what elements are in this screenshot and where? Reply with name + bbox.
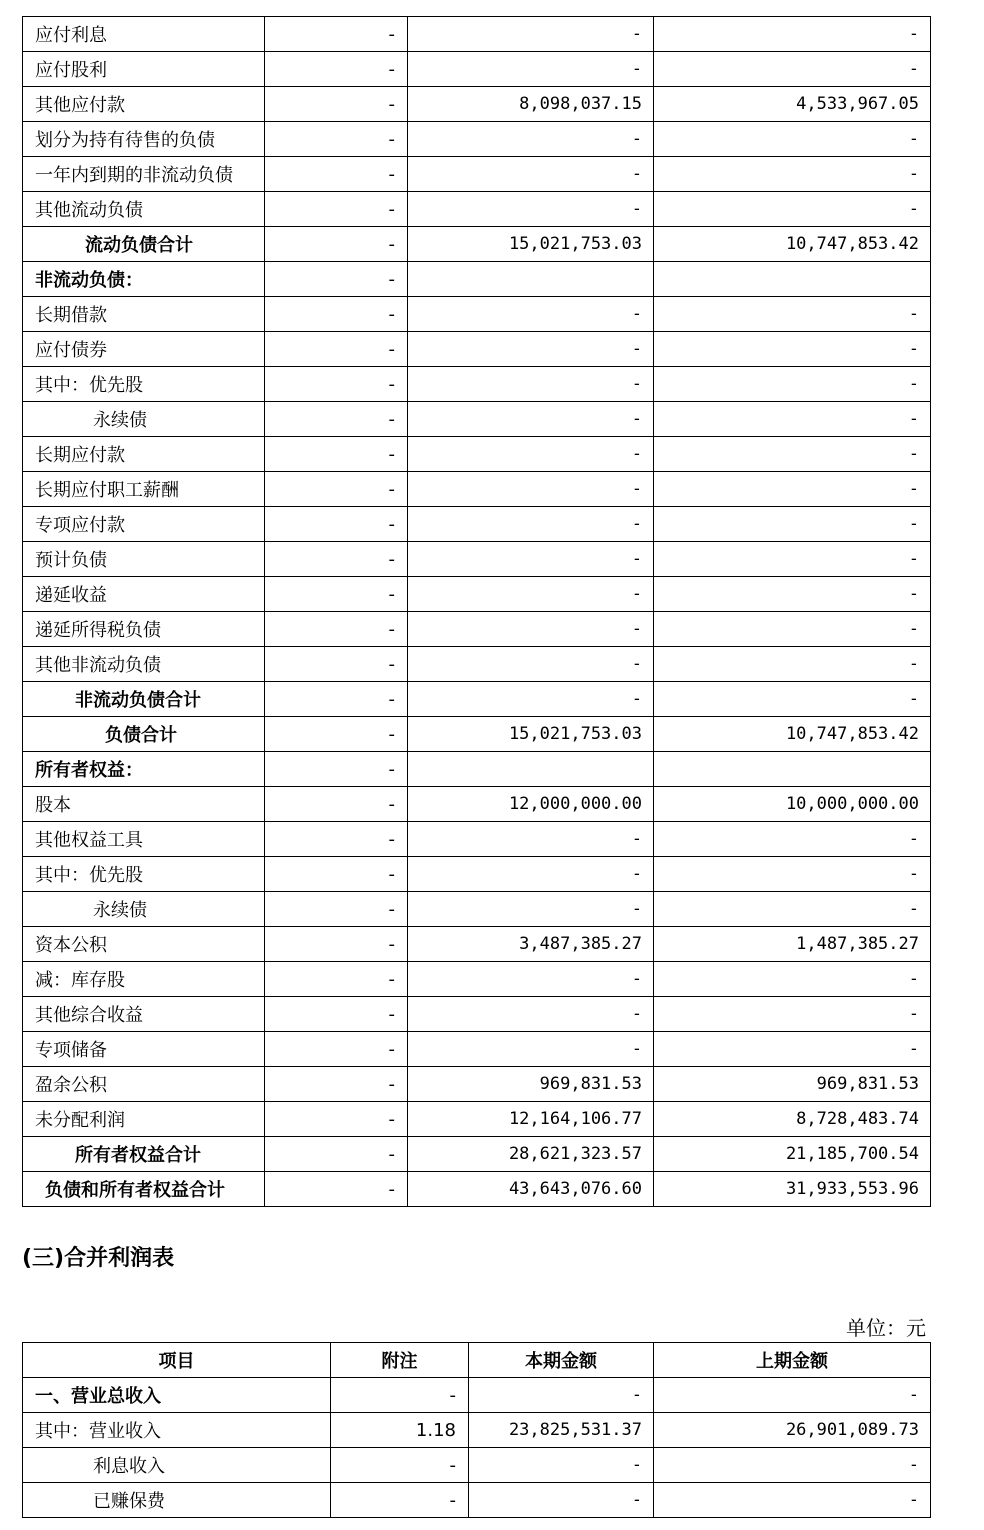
row-prior-amount: - — [654, 507, 931, 542]
row-label: 预计负债 — [23, 542, 265, 577]
table-row — [23, 1067, 931, 1102]
table-row — [23, 87, 931, 122]
row-note: - — [265, 1137, 408, 1172]
row-current-amount: - — [408, 1032, 654, 1067]
row-prior-amount: 10,000,000.00 — [654, 787, 931, 822]
table-row — [23, 787, 931, 822]
row-prior-amount: - — [654, 122, 931, 157]
row-note: - — [331, 1378, 469, 1413]
row-current-amount: 969,831.53 — [408, 1067, 654, 1102]
row-prior-amount: - — [654, 367, 931, 402]
row-prior-amount: - — [654, 17, 931, 52]
table-row — [23, 542, 931, 577]
table-row — [23, 997, 931, 1032]
table-row — [23, 1102, 931, 1137]
row-note: - — [265, 577, 408, 612]
row-note: - — [265, 717, 408, 752]
row-prior-amount: - — [654, 472, 931, 507]
table-row — [23, 717, 931, 752]
table-row — [23, 612, 931, 647]
row-note: - — [265, 472, 408, 507]
row-note: - — [265, 157, 408, 192]
table-row — [23, 297, 931, 332]
row-current-amount: - — [408, 157, 654, 192]
row-note: - — [265, 87, 408, 122]
row-prior-amount: - — [654, 1448, 931, 1483]
row-prior-amount: 26,901,089.73 — [654, 1413, 931, 1448]
table-row — [23, 332, 931, 367]
row-current-amount: - — [408, 577, 654, 612]
balance-sheet-table — [22, 16, 931, 1207]
row-label: 非流动负债合计 — [23, 682, 265, 717]
row-prior-amount: - — [654, 437, 931, 472]
row-label: 利息收入 — [23, 1448, 331, 1483]
row-note: - — [265, 227, 408, 262]
row-note: - — [265, 682, 408, 717]
row-label: 专项储备 — [23, 1032, 265, 1067]
row-label: 应付利息 — [23, 17, 265, 52]
table-row — [23, 157, 931, 192]
row-current-amount: - — [408, 507, 654, 542]
row-prior-amount: - — [654, 857, 931, 892]
row-prior-amount: 31,933,553.96 — [654, 1172, 931, 1207]
row-note: 1.18 — [331, 1413, 469, 1448]
row-label: 长期应付款 — [23, 437, 265, 472]
row-note: - — [265, 542, 408, 577]
row-prior-amount: - — [654, 962, 931, 997]
table-row — [23, 52, 931, 87]
row-current-amount: - — [408, 402, 654, 437]
row-note: - — [265, 997, 408, 1032]
row-note: - — [265, 122, 408, 157]
row-note: - — [331, 1483, 469, 1518]
row-label: 流动负债合计 — [23, 227, 265, 262]
row-current-amount: - — [408, 822, 654, 857]
row-label: 递延收益 — [23, 577, 265, 612]
row-current-amount: - — [408, 892, 654, 927]
table-row — [23, 402, 931, 437]
row-prior-amount: 1,487,385.27 — [654, 927, 931, 962]
row-current-amount: - — [408, 682, 654, 717]
row-label: 其他非流动负债 — [23, 647, 265, 682]
row-label: 其他应付款 — [23, 87, 265, 122]
row-label: 永续债 — [23, 402, 265, 437]
row-prior-amount — [654, 262, 931, 297]
row-note: - — [265, 857, 408, 892]
row-note: - — [331, 1448, 469, 1483]
row-label: 非流动负债： — [23, 262, 265, 297]
table-row — [23, 472, 931, 507]
row-prior-amount: - — [654, 577, 931, 612]
row-note: - — [265, 892, 408, 927]
row-prior-amount: - — [654, 892, 931, 927]
row-label: 已赚保费 — [23, 1483, 331, 1518]
row-label: 股本 — [23, 787, 265, 822]
row-label: 专项应付款 — [23, 507, 265, 542]
table-row — [23, 437, 931, 472]
row-label: 其中：营业收入 — [23, 1413, 331, 1448]
row-prior-amount: 10,747,853.42 — [654, 227, 931, 262]
row-current-amount: - — [408, 122, 654, 157]
row-prior-amount: - — [654, 402, 931, 437]
row-note: - — [265, 367, 408, 402]
row-label: 负债合计 — [23, 717, 265, 752]
row-note: - — [265, 822, 408, 857]
row-note: - — [265, 1102, 408, 1137]
row-label: 长期应付职工薪酬 — [23, 472, 265, 507]
row-label: 其中：优先股 — [23, 367, 265, 402]
row-prior-amount: - — [654, 997, 931, 1032]
row-current-amount: - — [408, 857, 654, 892]
row-prior-amount: 10,747,853.42 — [654, 717, 931, 752]
row-current-amount: 23,825,531.37 — [469, 1413, 654, 1448]
row-note: - — [265, 262, 408, 297]
row-prior-amount: - — [654, 332, 931, 367]
row-label: 所有者权益： — [23, 752, 265, 787]
row-prior-amount: - — [654, 1032, 931, 1067]
row-note: - — [265, 507, 408, 542]
table-row — [23, 647, 931, 682]
table-row — [23, 1032, 931, 1067]
table-row — [23, 1378, 931, 1413]
row-label: 其他综合收益 — [23, 997, 265, 1032]
table-row — [23, 892, 931, 927]
row-current-amount: - — [469, 1378, 654, 1413]
table-row — [23, 17, 931, 52]
row-label: 所有者权益合计 — [23, 1137, 265, 1172]
row-current-amount: 43,643,076.60 — [408, 1172, 654, 1207]
row-note: - — [265, 437, 408, 472]
row-prior-amount: - — [654, 542, 931, 577]
row-current-amount: - — [408, 647, 654, 682]
row-prior-amount: - — [654, 1483, 931, 1518]
header-prior: 上期金额 — [654, 1343, 931, 1378]
table-row — [23, 962, 931, 997]
table-row — [23, 192, 931, 227]
row-note: - — [265, 17, 408, 52]
row-note: - — [265, 1172, 408, 1207]
table-row — [23, 367, 931, 402]
header-current: 本期金额 — [469, 1343, 654, 1378]
row-note: - — [265, 192, 408, 227]
row-current-amount: - — [469, 1448, 654, 1483]
row-current-amount: - — [408, 17, 654, 52]
row-label: 减：库存股 — [23, 962, 265, 997]
row-label: 应付股利 — [23, 52, 265, 87]
row-current-amount — [408, 752, 654, 787]
row-current-amount: - — [408, 437, 654, 472]
row-current-amount: - — [408, 332, 654, 367]
row-current-amount: - — [408, 997, 654, 1032]
row-current-amount: 15,021,753.03 — [408, 227, 654, 262]
row-label: 递延所得税负债 — [23, 612, 265, 647]
table-row — [23, 1413, 931, 1448]
header-item: 项目 — [23, 1343, 331, 1378]
row-prior-amount: - — [654, 612, 931, 647]
row-note: - — [265, 962, 408, 997]
table-row — [23, 1172, 931, 1207]
table-row — [23, 1137, 931, 1172]
row-label: 长期借款 — [23, 297, 265, 332]
row-prior-amount: 4,533,967.05 — [654, 87, 931, 122]
row-current-amount — [408, 262, 654, 297]
table-row — [23, 227, 931, 262]
row-prior-amount — [654, 752, 931, 787]
header-row — [23, 1343, 931, 1378]
unit-label: 单位：元 — [846, 1316, 926, 1340]
row-note: - — [265, 787, 408, 822]
row-current-amount: - — [408, 192, 654, 227]
row-current-amount: - — [408, 52, 654, 87]
table-row — [23, 682, 931, 717]
row-label: 未分配利润 — [23, 1102, 265, 1137]
row-current-amount: - — [469, 1483, 654, 1518]
row-note: - — [265, 647, 408, 682]
row-current-amount: - — [408, 367, 654, 402]
table-row — [23, 577, 931, 612]
table-row — [23, 1448, 931, 1483]
row-prior-amount: - — [654, 1378, 931, 1413]
row-label: 负债和所有者权益合计 — [23, 1172, 265, 1207]
row-label: 其他权益工具 — [23, 822, 265, 857]
row-label: 一、营业总收入 — [23, 1378, 331, 1413]
row-label: 其中：优先股 — [23, 857, 265, 892]
row-note: - — [265, 1032, 408, 1067]
row-prior-amount: - — [654, 52, 931, 87]
row-label: 永续债 — [23, 892, 265, 927]
row-current-amount: - — [408, 297, 654, 332]
row-note: - — [265, 612, 408, 647]
row-prior-amount: 969,831.53 — [654, 1067, 931, 1102]
row-prior-amount: - — [654, 192, 931, 227]
row-note: - — [265, 752, 408, 787]
row-current-amount: 3,487,385.27 — [408, 927, 654, 962]
row-note: - — [265, 52, 408, 87]
table-row — [23, 857, 931, 892]
income-statement-title: (三)合并利润表 — [22, 1246, 175, 1271]
row-prior-amount: 21,185,700.54 — [654, 1137, 931, 1172]
table-row — [23, 507, 931, 542]
row-current-amount: - — [408, 542, 654, 577]
row-current-amount: 15,021,753.03 — [408, 717, 654, 752]
table-row — [23, 752, 931, 787]
row-label: 一年内到期的非流动负债 — [23, 157, 265, 192]
row-note: - — [265, 1067, 408, 1102]
row-current-amount: - — [408, 612, 654, 647]
row-note: - — [265, 927, 408, 962]
row-prior-amount: - — [654, 682, 931, 717]
row-current-amount: 12,000,000.00 — [408, 787, 654, 822]
row-prior-amount: - — [654, 647, 931, 682]
table-row — [23, 262, 931, 297]
row-current-amount: - — [408, 472, 654, 507]
income-statement-table — [22, 1342, 931, 1518]
row-label: 其他流动负债 — [23, 192, 265, 227]
row-current-amount: 8,098,037.15 — [408, 87, 654, 122]
row-prior-amount: 8,728,483.74 — [654, 1102, 931, 1137]
row-label: 应付债券 — [23, 332, 265, 367]
table-row — [23, 927, 931, 962]
row-current-amount: - — [408, 962, 654, 997]
row-prior-amount: - — [654, 822, 931, 857]
header-note: 附注 — [331, 1343, 469, 1378]
row-note: - — [265, 332, 408, 367]
row-current-amount: 12,164,106.77 — [408, 1102, 654, 1137]
row-note: - — [265, 402, 408, 437]
table-row — [23, 822, 931, 857]
row-note: - — [265, 297, 408, 332]
table-row — [23, 122, 931, 157]
table-row — [23, 1483, 931, 1518]
row-prior-amount: - — [654, 157, 931, 192]
row-current-amount: 28,621,323.57 — [408, 1137, 654, 1172]
row-label: 划分为持有待售的负债 — [23, 122, 265, 157]
row-label: 盈余公积 — [23, 1067, 265, 1102]
row-prior-amount: - — [654, 297, 931, 332]
row-label: 资本公积 — [23, 927, 265, 962]
